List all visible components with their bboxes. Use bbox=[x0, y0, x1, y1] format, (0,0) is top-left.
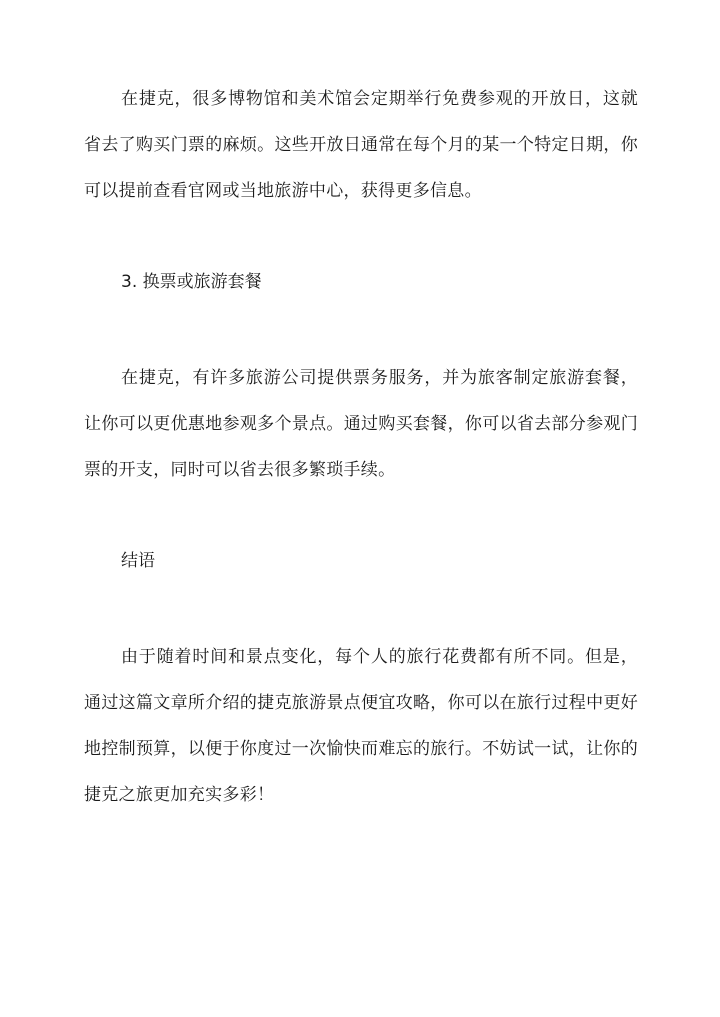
section-heading-conclusion: 结语 bbox=[121, 551, 155, 571]
section-heading-ticket-packages: 3. 换票或旅游套餐 bbox=[121, 272, 262, 292]
paragraph-conclusion: 由于随着时间和景点变化，每个人的旅行花费都有所不同。但是，通过这篇文章所介绍的捷克旅游景点便宜攻略，你可以在旅行过程中更好地控制预算，以便于你度过一次愉快而难忘的旅行。不妨试一试，让你的捷克之旅更加充实多彩！ bbox=[84, 647, 638, 805]
paragraph-tour-packages: 在捷克，有许多旅游公司提供票务服务，并为旅客制定旅游套餐，让你可以更优惠地参观多个景点。通过购买套餐，你可以省去部分参观门票的开支，同时可以省去很多繁琐手续。 bbox=[84, 368, 638, 480]
paragraph-free-open-days: 在捷克，很多博物馆和美术馆会定期举行免费参观的开放日，这就省去了购买门票的麻烦。这些开放日通常在每个月的某一个特定日期，你可以提前查看官网或当地旅游中心，获得更多信息。 bbox=[84, 89, 638, 201]
